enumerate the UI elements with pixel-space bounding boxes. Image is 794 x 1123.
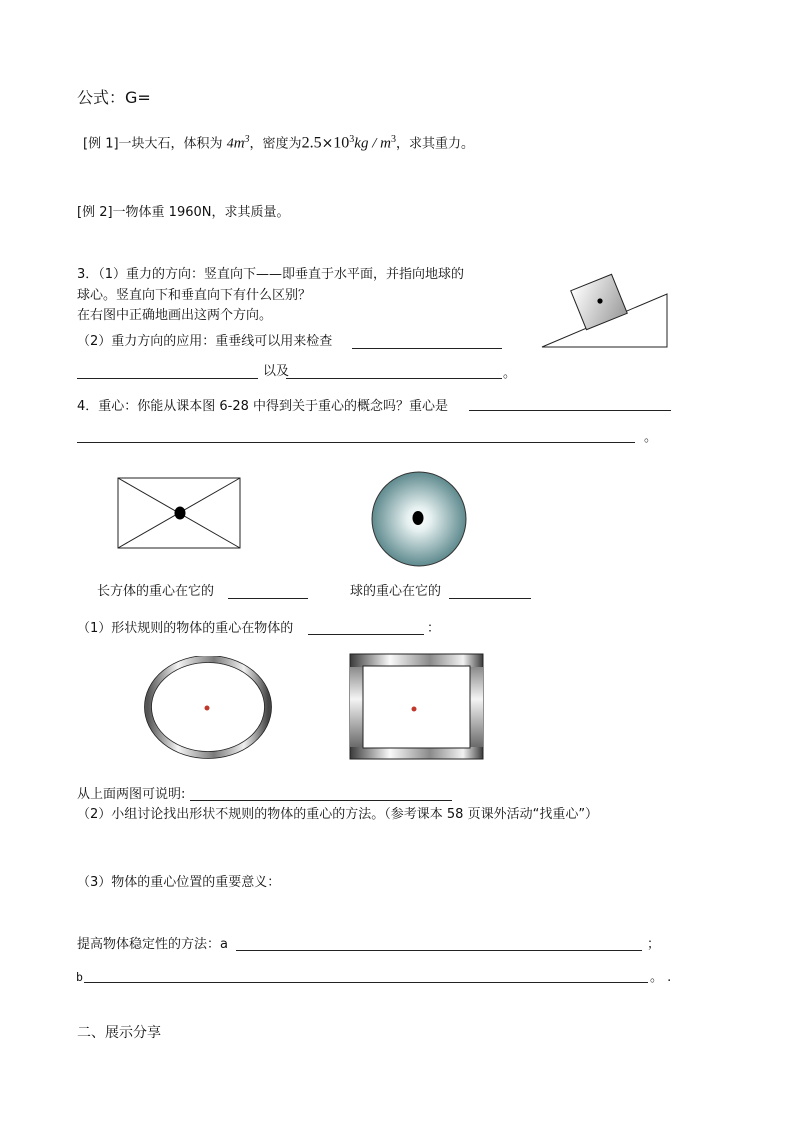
example-2: [例 2]一物体重 1960N，求其质量。 bbox=[77, 205, 290, 220]
answer-blank-stability-b[interactable] bbox=[84, 982, 648, 983]
caption-cuboid: 长方体的重心在它的 bbox=[97, 584, 215, 599]
question-1-colon: ： bbox=[427, 621, 441, 636]
ring-diagram bbox=[144, 656, 274, 760]
section-4-period: 。 bbox=[644, 430, 658, 445]
density-unit: kg / m bbox=[354, 135, 391, 152]
volume-exponent: 3 bbox=[244, 134, 250, 145]
formula-line bbox=[77, 88, 151, 108]
section-3-line-4: （2）重力方向的应用：重垂线可以用来检查 bbox=[77, 334, 333, 349]
conjunction-text: 以及 bbox=[263, 364, 290, 379]
density-value: 2.5 bbox=[301, 134, 322, 152]
incline-diagram bbox=[538, 272, 672, 352]
caption-sphere: 球的重心在它的 bbox=[350, 584, 442, 599]
times-sign: × bbox=[321, 135, 334, 152]
section-4-line-1: 4．重心：你能从课本图 6-28 中得到关于重心的概念吗？重心是 bbox=[77, 399, 449, 414]
answer-blank-centroid-2[interactable] bbox=[77, 442, 635, 443]
answer-blank-plumb-2[interactable] bbox=[77, 378, 258, 379]
answer-blank-centroid-1[interactable] bbox=[469, 410, 671, 411]
question-1: （1）形状规则的物体的重心在物体的 bbox=[77, 621, 294, 636]
ring-center-dot bbox=[205, 706, 210, 711]
formula-expr: G= bbox=[125, 88, 151, 107]
answer-blank-sphere[interactable] bbox=[449, 598, 531, 599]
cuboid-diagram bbox=[117, 477, 243, 550]
sphere-diagram bbox=[370, 470, 470, 570]
section-2-title: 二、展示分享 bbox=[77, 1025, 161, 1041]
frame-inner bbox=[363, 666, 470, 748]
section-3-line-3: 在右图中正确地画出这两个方向。 bbox=[77, 308, 273, 323]
density-exponent-2: 3 bbox=[390, 134, 396, 145]
density-exponent-1: 3 bbox=[349, 134, 355, 145]
section-3-line-1: 3．（1）重力的方向：竖直向下——即垂直于水平面，并指向地球的 bbox=[77, 267, 465, 282]
stability-end: 。 . bbox=[650, 970, 672, 985]
stability-b-label: b bbox=[76, 970, 83, 984]
example-1 bbox=[83, 132, 474, 152]
example-1-suffix: ，求其重力。 bbox=[395, 136, 474, 152]
stability-label: 提高物体稳定性的方法：a bbox=[77, 937, 228, 952]
section-3-line-2: 球心。竖直向下和垂直向下有什么区别？ bbox=[77, 288, 312, 303]
example-1-prefix: [例 1]一块大石，体积为 bbox=[83, 136, 223, 152]
volume-unit: m bbox=[233, 135, 245, 152]
answer-blank-cuboid[interactable] bbox=[228, 598, 308, 599]
frame-center-dot bbox=[412, 707, 417, 712]
cuboid-center-dot bbox=[175, 507, 186, 520]
stability-semicolon: ； bbox=[647, 937, 661, 952]
density-base: 10 bbox=[333, 134, 350, 152]
answer-blank-plumb-1[interactable] bbox=[352, 348, 502, 349]
example-1-mid: ，密度为 bbox=[249, 136, 302, 152]
answer-blank-explain[interactable] bbox=[190, 800, 452, 801]
section-3-period: 。 bbox=[503, 366, 517, 381]
explain-label: 从上面两图可说明: bbox=[77, 787, 186, 802]
block-center-dot bbox=[597, 298, 602, 303]
answer-blank-q1[interactable] bbox=[308, 634, 424, 635]
formula-label: 公式： bbox=[77, 88, 126, 107]
volume-value: 4 bbox=[226, 136, 234, 152]
answer-blank-plumb-3[interactable] bbox=[286, 378, 502, 379]
sphere-center-dot bbox=[413, 511, 424, 525]
question-2: （2）小组讨论找出形状不规则的物体的重心的方法。（参考课本 58 页课外活动“找重心”） bbox=[77, 807, 599, 822]
question-3: （3）物体的重心位置的重要意义： bbox=[77, 875, 281, 890]
answer-blank-stability-a[interactable] bbox=[236, 950, 642, 951]
frame-diagram bbox=[349, 653, 485, 761]
